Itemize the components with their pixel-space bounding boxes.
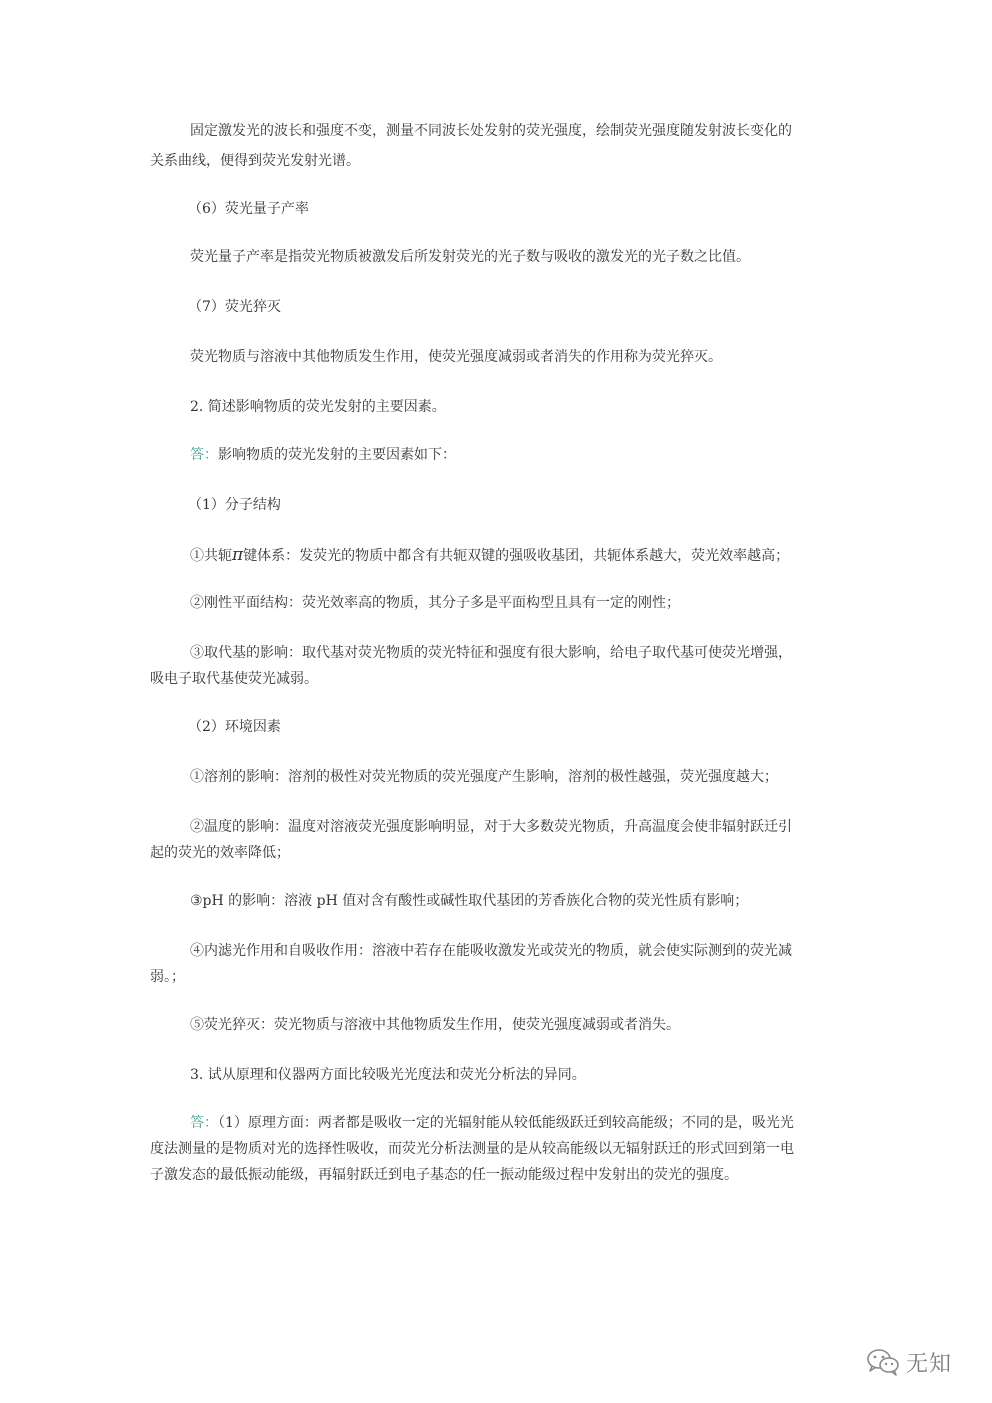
answer-line — [190, 445, 456, 465]
list-item: ④内滤光作用和自吸收作用：溶液中若存在能吸收激发光或荧光的物质，就会使实际测到的荧光减 — [190, 943, 792, 959]
paragraph-line: 荧光物质与溶液中其他物质发生作用，使荧光强度减弱或者消失的作用称为荧光猝灭。 — [190, 349, 722, 365]
answer-continuation: 子激发态的最低振动能级，再辐射跃迁到电子基态的任一振动能级过程中发射出的荧光的强度。 — [150, 1167, 738, 1183]
wechat-icon — [866, 1347, 900, 1377]
answer-text: 影响物质的荧光发射的主要因素如下： — [218, 447, 456, 463]
list-item — [190, 545, 789, 566]
watermark-text: 无知 — [906, 1351, 953, 1377]
list-item-continuation: 起的荧光的效率降低； — [150, 845, 290, 861]
question-heading: 3. 试从原理和仪器两方面比较吸光光度法和荧光分析法的异同。 — [190, 1067, 586, 1083]
paragraph-line: 固定激发光的波长和强度不变，测量不同波长处发射的荧光强度，绘制荧光强度随发射波长变化的 — [190, 123, 792, 139]
paragraph-line: 荧光量子产率是指荧光物质被激发后所发射荧光的光子数与吸收的激发光的光子数之比值。 — [190, 249, 750, 265]
section-heading: （2）环境因素 — [188, 719, 281, 735]
list-item-continuation: 吸电子取代基使荧光减弱。 — [150, 671, 318, 687]
list-item-text: 键体系：发荧光的物质中都含有共轭双键的强吸收基团，共轭体系越大，荧光效率越高； — [243, 548, 790, 564]
list-item: ①溶剂的影响：溶剂的极性对荧光物质的荧光强度产生影响，溶剂的极性越强，荧光强度越大； — [190, 769, 778, 785]
pi-symbol: π — [232, 545, 244, 565]
question-heading: 2. 简述影响物质的荧光发射的主要因素。 — [190, 399, 446, 415]
answer-label: 答： — [190, 447, 218, 463]
list-item: ③pH 的影响：溶液 pH 值对含有酸性或碱性取代基团的芳香族化合物的荧光性质有影响； — [190, 893, 749, 909]
list-item: ②刚性平面结构：荧光效率高的物质，其分子多是平面构型且具有一定的刚性； — [190, 595, 680, 611]
paragraph-line: 关系曲线，便得到荧光发射光谱。 — [150, 153, 360, 169]
list-item: ⑤荧光猝灭：荧光物质与溶液中其他物质发生作用，使荧光强度减弱或者消失。 — [190, 1017, 680, 1033]
answer-continuation: 度法测量的是物质对光的选择性吸收，而荧光分析法测量的是从较高能级以无辐射跃迁的形式回到第一电 — [150, 1141, 794, 1157]
watermark — [866, 1342, 966, 1382]
list-item: ③取代基的影响：取代基对荧光物质的荧光特征和强度有很大影响，给电子取代基可使荧光增强， — [190, 645, 792, 661]
answer-text: （1）原理方面：两者都是吸收一定的光辐射能从较低能级跃迁到较高能级；不同的是，吸光光 — [218, 1115, 794, 1131]
section-heading: （6）荧光量子产率 — [188, 201, 309, 217]
section-heading: （1）分子结构 — [188, 497, 281, 513]
answer-line — [190, 1113, 794, 1133]
answer-label: 答： — [190, 1115, 218, 1131]
list-item-continuation: 弱。； — [150, 969, 185, 985]
list-item: ②温度的影响：温度对溶液荧光强度影响明显，对于大多数荧光物质，升高温度会使非辐射跃迁引 — [190, 819, 792, 835]
section-heading: （7）荧光猝灭 — [188, 299, 281, 315]
list-item-prefix: ①共轭 — [190, 548, 232, 564]
